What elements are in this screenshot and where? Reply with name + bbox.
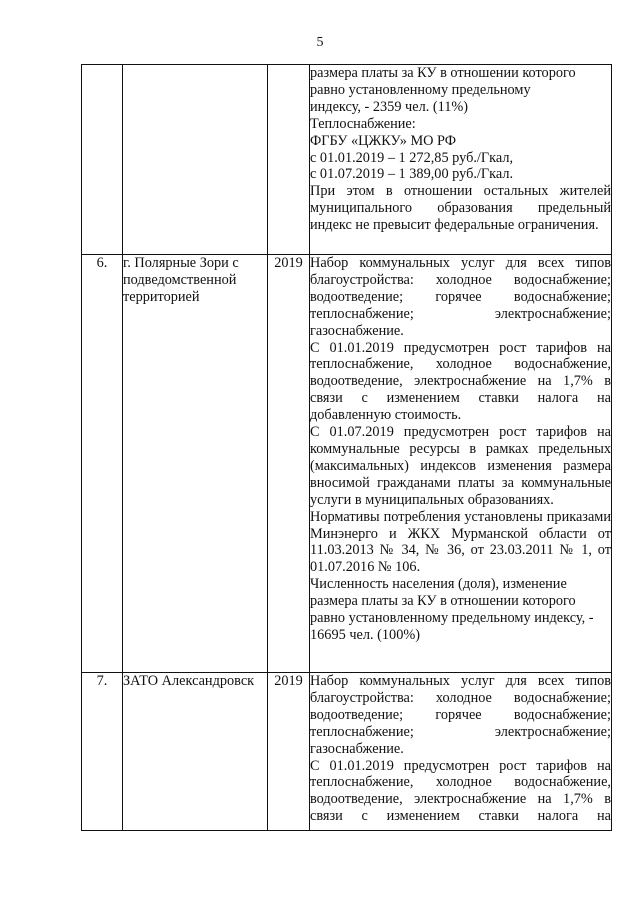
table-row-continued <box>82 65 612 255</box>
year-cell <box>268 65 310 255</box>
text-line: индексу, - 2359 чел. (11%) <box>310 98 469 115</box>
text-paragraph: При этом в отношении остальных жителей муниципального образования предельный индекс не превысит федеральные ограничения. <box>310 183 611 234</box>
municipality-cell <box>123 65 268 255</box>
text-line: ФГБУ «ЦЖКУ» МО РФ <box>310 132 457 149</box>
text-paragraph: Набор коммунальных услуг для всех типов благоустройства: холодное водоснабжение; водоотведение; горячее водоснабжение; теплоснабжение; электроснабжение; газоснабжение. <box>310 255 611 339</box>
tariff-table <box>81 64 612 831</box>
text-line: с 01.07.2019 – 1 389,00 руб./Гкал. <box>310 166 514 183</box>
text-line: равно установленному предельному <box>310 81 531 98</box>
description-cell <box>310 255 612 673</box>
year-cell: 2019 <box>268 673 310 831</box>
text-paragraph: С 01.01.2019 предусмотрен рост тарифов на теплоснабжение, холодное водоснабжение, водоотведение, электроснабжение на 1,7% в связи с изменением ставки налога на добавленную стоимость. <box>310 339 611 424</box>
description-cell <box>310 673 612 831</box>
text-line: с 01.01.2019 – 1 272,85 руб./Гкал, <box>310 149 514 166</box>
text-line: Теплоснабжение: <box>310 115 416 132</box>
municipality-cell: ЗАТО Александровск <box>123 673 268 831</box>
page-number: 5 <box>316 35 324 50</box>
row-number-cell: 7. <box>82 673 123 831</box>
table-row <box>82 673 612 831</box>
description-cell <box>310 65 612 255</box>
text-paragraph: Численность населения (доля), изменение размера платы за КУ в отношении которого равно установленному предельному индексу, - 16695 чел. (100%) <box>310 576 594 643</box>
text-paragraph: Нормативы потребления установлены приказами Минэнерго и ЖКХ Мурманской области от 11.03.2013 № 34, № 36, от 23.03.2011 № 1, от 01.07.2016 № 106. <box>310 508 611 576</box>
text-paragraph: С 01.07.2019 предусмотрен рост тарифов на коммунальные ресурсы в рамках предельных (максимальных) индексов изменения размера вносимой гражданами платы за коммунальные услуги в муниципальных образованиях. <box>310 424 611 508</box>
text-line: размера платы за КУ в отношении которого <box>310 65 576 81</box>
row-number-cell: 6. <box>82 255 123 673</box>
row-number-cell <box>82 65 123 255</box>
year-cell: 2019 <box>268 255 310 673</box>
municipality-cell: г. Полярные Зори с подведомственной территорией <box>123 255 268 673</box>
text-paragraph: С 01.01.2019 предусмотрен рост тарифов на теплоснабжение, холодное водоснабжение, водоотведение, электроснабжение на 1,7% в связи с изменением ставки налога на <box>310 757 611 825</box>
table-row <box>82 255 612 673</box>
text-paragraph: Набор коммунальных услуг для всех типов благоустройства: холодное водоснабжение; водоотведение; горячее водоснабжение; теплоснабжение; электроснабжение; газоснабжение. <box>310 673 611 757</box>
